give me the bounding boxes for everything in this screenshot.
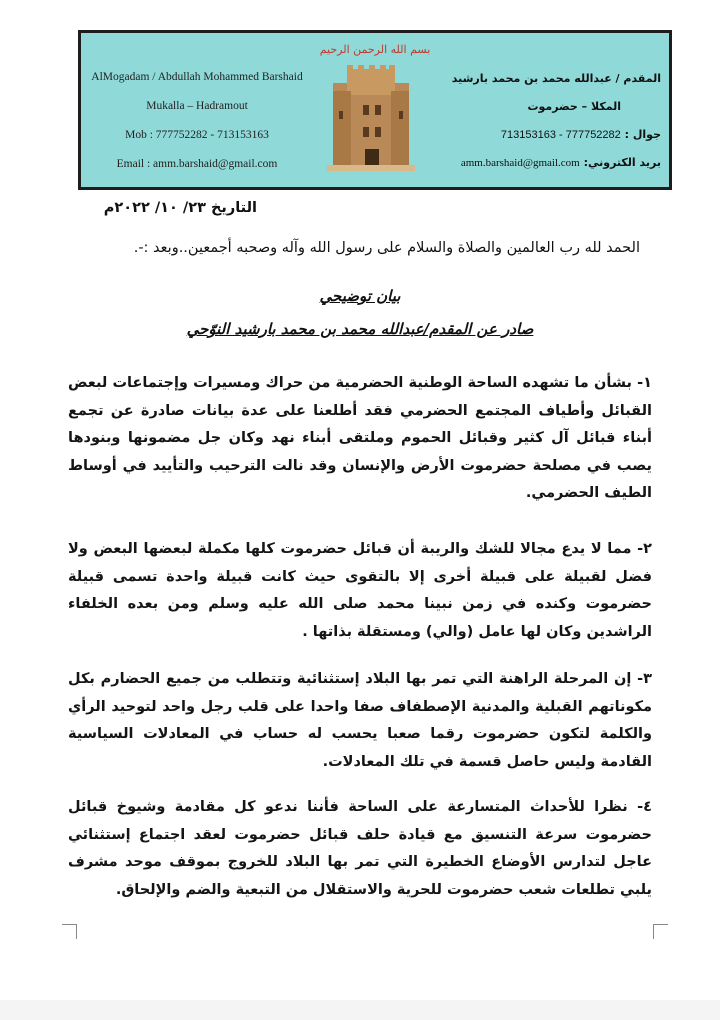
paragraph-1: ١- بشأن ما تشهده الساحة الوطنية الحضرمية من حراك ومسيرات وإجتماعات لبعض القبائل وأطياف المجتمع الحضرمي فقد أطلعنا على عدة بيانات صادرة عن تجمع أبناء قبائل آل كثير وقبائل الحموم وملتقى أبناء نهد وكان جل مضمونها وبنودها يصب في مصلحة حضرموت الأرض والإنسان وقد نالت الترحيب والتأييد في أوساط الطيف الحضرمي.: [68, 375, 652, 502]
arabic-mobile-number: 777752282 - 713153163: [500, 129, 621, 141]
arabic-email-label: بريد الكتروني:: [583, 156, 661, 169]
paragraph-3: ٣- إن المرحلة الراهنة التي تمر بها البلاد إستثنائية وتتطلب من جميع الحضارم بكل مكوناتهم القبلية والمدنية الإصطفاف صفا واحدا على قلب رجل واحد لتوحيد الرأي والكلمة لتكون حضرموت رقما صعبا يحسب له حساب في المعادلات السياسية القادمة وليس حاصل قسمة في تلك المعادلات.: [68, 671, 652, 770]
paragraph-2: ٢- مما لا يدع مجالا للشك والريبة أن قبائل حضرموت كلها مكملة لبعضها البعض ولا فضل لقبيلة على قبيلة أخرى إلا بالتقوى حيث كانت قبيلة واحدة تسمى قبيلة حضرموت وكنده في زمن نبينا محمد صلى الله عليه وسلم ومن بعده الخلفاء الراشدين وكان لها عامل (والي) ومستقلة بذاتها .: [68, 541, 652, 640]
english-name: AlMogadam / Abdullah Mohammed Barshaid: [91, 71, 303, 83]
castle-image: [327, 61, 415, 171]
page-bottom-edge: [0, 1000, 720, 1020]
arabic-name: المقدم / عبدالله محمد بن محمد بارشيد: [451, 72, 661, 85]
document-title: بيان توضيحي: [319, 287, 401, 305]
arabic-mobile-label: جوال :: [624, 128, 661, 141]
letterhead: [78, 30, 672, 190]
arabic-contact-block: [431, 65, 661, 177]
arabic-email-address: amm.barshaid@gmail.com: [460, 157, 580, 169]
basmala: بسم الله الرحمن الرحيم: [319, 43, 431, 56]
greeting: الحمد لله رب العالمين والصلاة والسلام على رسول الله وآله وصحبه أجمعين..وبعد :-.: [133, 240, 640, 256]
english-mobile: Mob : 777752282 - 713153163: [125, 129, 269, 141]
document-date: التاريخ ٢٣/ ١٠/ ٢٠٢٢م: [103, 200, 257, 216]
arabic-mobile-line: [431, 121, 661, 149]
paragraph-4: ٤- نظرا للأحداث المتسارعة على الساحة فأننا ندعو كل مقادمة وشيوخ قبائل حضرموت سرعة التنسيق مع قيادة حلف قبائل حضرموت لعقد اجتماع إستثنائي عاجل لتدارس الأوضاع الخطيرة التي تمر بها البلاد للخروج بموقف موحد مشرف يلبي تطلعات شعب حضرموت للحرية والاستقلال من التبعية والضم والإلحاق.: [68, 799, 652, 898]
page-corner-mark-left: [62, 924, 77, 939]
arabic-city: المكلا – حضرموت: [527, 100, 621, 113]
english-email: Email : amm.barshaid@gmail.com: [116, 158, 278, 170]
english-contact-block: [87, 63, 307, 179]
english-city: Mukalla – Hadramout: [146, 100, 248, 112]
arabic-email-line: [431, 149, 661, 177]
page-corner-mark-right: [653, 924, 668, 939]
document-subtitle: صادر عن المقدم/عبدالله محمد بن محمد بارشيد النوّحي: [186, 320, 534, 338]
